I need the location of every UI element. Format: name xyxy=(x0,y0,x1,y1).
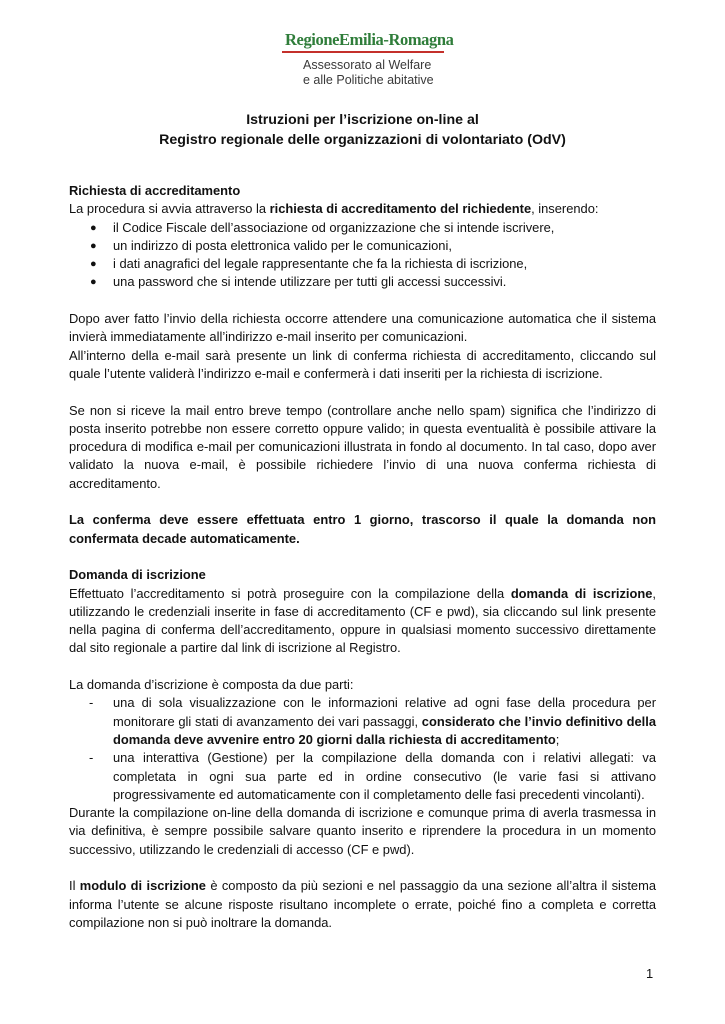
logo-divider xyxy=(282,51,444,53)
title-line1: Istruzioni per l’iscrizione on-line al xyxy=(246,112,479,128)
section-heading-accreditamento: Richiesta di accreditamento xyxy=(69,183,241,198)
deadline-notice: La conferma deve essere effettuata entro 1 giorno, trascorso il quale la domanda non confermata decade automaticamente. xyxy=(69,512,656,546)
text-run-bold: modulo di iscrizione xyxy=(79,878,206,894)
dash-marker: - xyxy=(89,750,94,766)
region-logo xyxy=(282,30,454,87)
list-item-text: una password che si intende utilizzare per tutti gli accessi successivi. xyxy=(113,274,507,290)
text-run: una di sola visualizzazione con le informazioni relative ad ogni fase della procedura per monitorare gli stati di avanzamento dei vari passaggi, xyxy=(113,695,656,729)
text-run: ; xyxy=(555,731,560,747)
paragraph: La domanda d’iscrizione è composta da due parti: xyxy=(69,677,354,693)
text-run: , utilizzando le credenziali inserite in fase di accreditamento (CF e pwd), sia cliccando sul link presente nella pagina di conferma dell’accreditamento, oppure in qualsiasi momento successivo direttamente dal sito regionale a partire dal link di iscrizione al Registro. xyxy=(69,585,656,656)
logo-subtitle xyxy=(303,58,434,88)
application-parts-list xyxy=(69,694,656,804)
list-item xyxy=(90,219,656,237)
paragraph: Se non si riceve la mail entro breve tempo (controllare anche nello spam) significa che l’indirizzo di posta inserito potrebbe non essere corretto oppure valido; in questa eventualità è possibile attivare la procedura di modifica e-mail per comunicazioni illustrata in fondo al documento. In tal caso, dopo aver validato la nuova e-mail, è possibile richiedere l’invio di una nuova conferma richiesta di accreditamento. xyxy=(69,402,656,491)
intro-bold: richiesta di accreditamento del richiedente xyxy=(269,201,532,217)
paragraph: All’interno della e-mail sarà presente un link di conferma richiesta di accreditamento, cliccando sul quale l’utente validerà l’indirizzo e-mail e confermerà i dati inseriti per la richiesta di iscrizione. xyxy=(69,347,656,381)
section-heading-domanda: Domanda di iscrizione xyxy=(69,567,206,583)
logo-wordmark: RegioneEmilia-Romagna xyxy=(285,30,454,49)
list-item-text: i dati anagrafici del legale rappresentante che fa la richiesta di iscrizione, xyxy=(113,256,528,272)
page-number: 1 xyxy=(646,966,654,981)
list-item xyxy=(89,694,657,749)
title-line2: Registro regionale delle organizzazioni di volontariato (OdV) xyxy=(159,132,566,148)
list-item xyxy=(90,273,656,291)
text-run: Effettuato l’accreditamento si potrà proseguire con la compilazione della xyxy=(69,585,511,601)
required-data-list xyxy=(69,219,656,292)
logo-subtitle-line1: Assessorato al Welfare xyxy=(303,58,432,72)
list-item xyxy=(90,255,656,273)
intro-tail: , inserendo: xyxy=(531,201,599,217)
text-run-bold: domanda di iscrizione xyxy=(510,585,653,601)
bullet-marker: ● xyxy=(90,221,97,234)
list-item xyxy=(90,237,656,255)
document-title xyxy=(0,110,725,150)
text-run: una interattiva (Gestione) per la compilazione della domanda con i relativi allegati: va completata in ogni sua parte ed in ordine consecutivo (le varie fasi si attivano progressivamente ed automaticamente con il completamento delle fasi precedenti vincolanti). xyxy=(113,750,656,802)
list-item-text: il Codice Fiscale dell’associazione od organizzazione che si intende iscrivere, xyxy=(113,219,555,235)
paragraph: Durante la compilazione on-line della domanda di iscrizione e comunque prima di averla trasmessa in via definitiva, è sempre possibile salvare quanto inserito e riprendere la procedura in un momento successivo, utilizzando le credenziali di accesso (CF e pwd). xyxy=(69,805,656,857)
list-item-text: un indirizzo di posta elettronica valido per le comunicazioni, xyxy=(113,237,452,253)
intro-text: La procedura si avvia attraverso la xyxy=(69,201,270,217)
bullet-marker: ● xyxy=(90,258,97,271)
logo-subtitle-line2: e alle Politiche abitative xyxy=(303,73,434,87)
paragraph xyxy=(69,585,656,658)
bullet-marker: ● xyxy=(90,239,97,252)
text-run: Il xyxy=(69,878,80,894)
list-item xyxy=(89,749,656,804)
accreditamento-intro xyxy=(69,200,656,218)
dash-marker: - xyxy=(89,695,94,711)
paragraph xyxy=(69,877,656,932)
paragraph: Dopo aver fatto l’invio della richiesta occorre attendere una comunicazione automatica che il sistema invierà immediatamente all’indirizzo e-mail inserito per comunicazioni. xyxy=(69,311,656,345)
text-run: è composto da più sezioni e nel passaggio da una sezione all’altra il sistema informa l’utente se alcune risposte risultano incomplete o errate, poiché fino a completa e corretta compilazione non si può inoltrare la domanda. xyxy=(69,878,656,930)
document-body xyxy=(69,182,656,932)
bullet-marker: ● xyxy=(90,276,97,289)
text-run-bold: considerato che l’invio definitivo della domanda deve avvenire entro 20 giorni dalla richiesta di accreditamento xyxy=(113,713,657,747)
